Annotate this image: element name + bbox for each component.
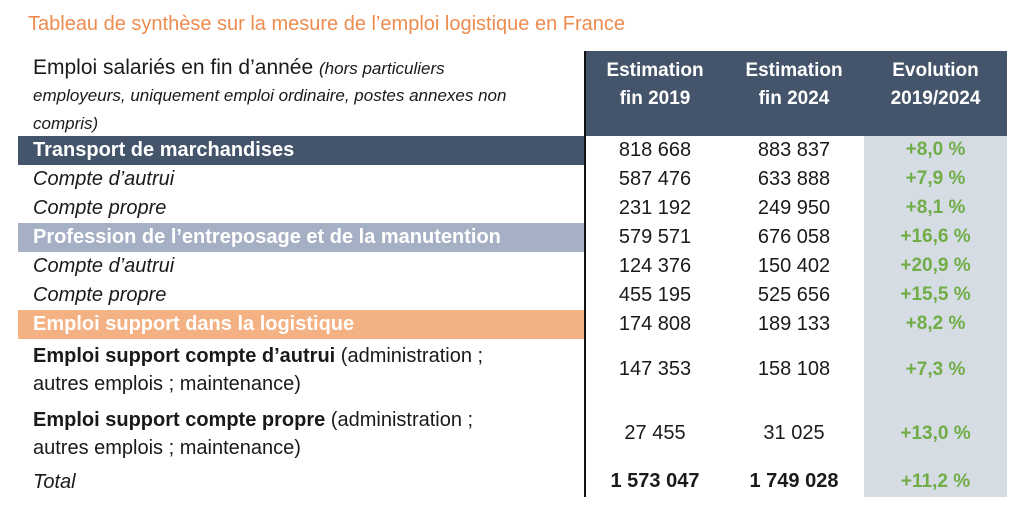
table-row-autrui-1 <box>18 165 1007 194</box>
row-label <box>18 401 585 467</box>
value-2024: 676 058 <box>757 225 831 248</box>
value-2024: 1 749 028 <box>749 470 839 493</box>
value-2019: 1 573 047 <box>585 467 724 497</box>
evolution-value: +11,2 % <box>864 467 1007 497</box>
evolution-value: +8,2 % <box>864 310 1007 339</box>
value-2019: 231 192 <box>585 194 724 223</box>
table-row-total <box>18 467 1007 497</box>
value-2019: 174 808 <box>585 310 724 339</box>
value-2019: 124 376 <box>585 252 724 281</box>
row-label: Profession de l’entreposage et de la manutention <box>18 223 585 252</box>
value-2019: 579 571 <box>585 223 724 252</box>
table-row-transport <box>18 136 1007 165</box>
value-2024: 31 025 <box>763 422 825 445</box>
table-row-support-autrui <box>18 339 1007 401</box>
table-row-support-propre <box>18 401 1007 467</box>
value-2024: 633 888 <box>757 167 831 190</box>
value-2019: 818 668 <box>585 136 724 165</box>
col-header-estimation-2019: Estimation fin 2019 <box>585 51 724 136</box>
value-2019: 455 195 <box>585 281 724 310</box>
value-2019: 587 476 <box>585 165 724 194</box>
row-label-bold: Emploi support compte propre <box>33 408 326 431</box>
col-header-estimation-2024: Estimation fin 2024 <box>724 51 864 136</box>
header-label-cell <box>18 51 585 136</box>
page-title: Tableau de synthèse sur la mesure de l’emploi logistique en France <box>28 13 626 35</box>
row-label: Compte d’autrui <box>33 168 175 191</box>
table-row-propre-2 <box>18 281 1007 310</box>
row-label: Compte propre <box>33 197 167 220</box>
evolution-value: +8,1 % <box>864 194 1007 223</box>
row-label-rest: (administration ; autres emplois ; maintenance) <box>33 408 474 459</box>
value-2024: 883 837 <box>757 138 831 161</box>
table-row-propre-1 <box>18 194 1007 223</box>
value-2019: 27 455 <box>585 401 724 467</box>
evolution-value: +13,0 % <box>864 401 1007 467</box>
synthesis-table <box>18 51 1008 497</box>
table-row-entreposage <box>18 223 1007 252</box>
evolution-value: +16,6 % <box>864 223 1007 252</box>
evolution-value: +8,0 % <box>864 136 1007 165</box>
table-row-autrui-2 <box>18 252 1007 281</box>
evolution-value: +20,9 % <box>864 252 1007 281</box>
header-label-main: Emploi salariés en fin d’année <box>33 56 320 79</box>
table-row-emploi-support <box>18 310 1007 339</box>
row-label: Compte d’autrui <box>33 255 175 278</box>
col-header-evolution: Evolution 2019/2024 <box>864 51 1007 136</box>
value-2024: 189 133 <box>757 312 831 335</box>
row-label <box>18 339 585 401</box>
value-2019: 147 353 <box>585 339 724 401</box>
row-label-rest: (administration ; autres emplois ; maintenance) <box>33 344 484 395</box>
value-2024: 158 108 <box>757 358 831 381</box>
value-2024: 150 402 <box>757 254 831 277</box>
evolution-value: +7,9 % <box>864 165 1007 194</box>
table-header-row <box>18 51 1007 136</box>
evolution-value: +15,5 % <box>864 281 1007 310</box>
value-2024: 525 656 <box>757 283 831 306</box>
row-label: Compte propre <box>33 284 167 307</box>
header-label-note: (hors particuliers employeurs, uniquement emploi ordinaire, postes annexes non compris) <box>33 59 507 133</box>
row-label: Transport de marchandises <box>18 136 585 165</box>
row-label-bold: Emploi support compte d’autrui <box>33 344 336 367</box>
evolution-value: +7,3 % <box>864 339 1007 401</box>
value-2024: 249 950 <box>757 196 831 219</box>
row-label: Emploi support dans la logistique <box>18 310 585 339</box>
row-label: Total <box>33 470 76 493</box>
